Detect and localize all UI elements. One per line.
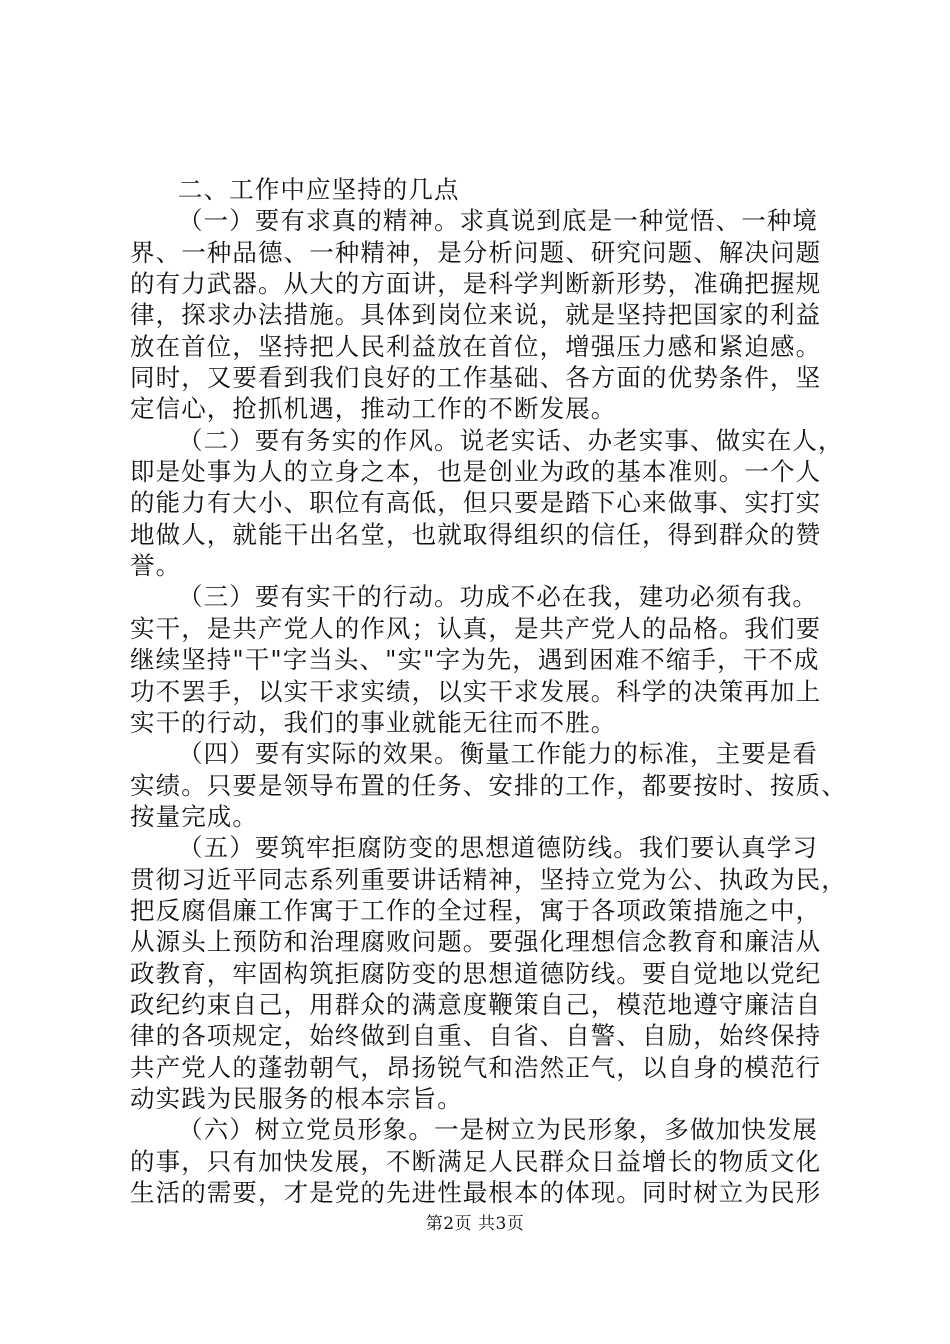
paragraph-line: （四）要有实际的效果。衡量工作能力的标准，主要是看 (178, 739, 818, 769)
paragraph-line: 贯彻习近平同志系列重要讲话精神，坚持立党为公、执政为民， (130, 864, 847, 894)
paragraph-line: 誉。 (130, 551, 182, 581)
paragraph-line: 政纪约束自己，用群众的满意度鞭策自己，模范地遵守廉洁自 (130, 989, 822, 1019)
paragraph-line: 把反腐倡廉工作寓于工作的全过程，寓于各项政策措施之中， (130, 895, 822, 925)
paragraph-line: （六）树立党员形象。一是树立为民形象，多做加快发展 (178, 1115, 818, 1145)
paragraph-line: 放在首位，坚持把人民利益放在首位，增强压力感和紧迫感。 (130, 331, 822, 361)
paragraph-line: 界、一种品德、一种精神，是分析问题、研究问题、解决问题 (130, 237, 822, 267)
paragraph (130, 1114, 830, 1208)
paragraph-line: 政教育，牢固构筑拒腐防变的思想道德防线。要自觉地以党纪 (130, 958, 822, 988)
paragraph-line: 动实践为民服务的根本宗旨。 (130, 1083, 463, 1113)
paragraph-line: 同时，又要看到我们良好的工作基础、各方面的优势条件，坚 (130, 363, 822, 393)
paragraph-line: 实干的行动，我们的事业就能无往而不胜。 (130, 707, 617, 737)
paragraph-line: 实绩。只要是领导布置的任务、安排的工作，都要按时、按质、 (130, 770, 847, 800)
paragraph-line: （三）要有实干的行动。功成不必在我，建功必须有我。 (178, 582, 818, 612)
paragraph-line: 生活的需要，才是党的先进性最根本的体现。同时树立为民形 (130, 1178, 822, 1207)
document-body (130, 174, 847, 1208)
paragraph-line: 律的各项规定，始终做到自重、自省、自警、自励，始终保持 (130, 1021, 822, 1051)
paragraph-line: 地做人，就能干出名堂，也就取得组织的信任，得到群众的赞 (130, 519, 822, 549)
paragraph-line: 共产党人的蓬勃朝气，昂扬锐气和浩然正气，以自身的模范行 (130, 1052, 822, 1082)
paragraph-line: 的有力武器。从大的方面讲，是科学判断新形势，准确把握规 (130, 269, 822, 299)
paragraph-line: 的能力有大小、职位有高低，但只要是踏下心来做事、实打实 (130, 488, 822, 518)
paragraph-line: 从源头上预防和治理腐败问题。要强化理想信念教育和廉洁从 (130, 927, 822, 957)
paragraph-line: 继续坚持"干"字当头、"实"字为先，遇到困难不缩手，干不成 (130, 645, 820, 675)
paragraph-line: （五）要筑牢拒腐防变的思想道德防线。我们要认真学习 (178, 833, 818, 863)
paragraph-line: 定信心，抢抓机遇，推动工作的不断发展。 (130, 394, 617, 424)
page-footer (0, 1213, 950, 1235)
paragraph-line: 按量完成。 (130, 801, 258, 831)
paragraph-line: 功不罢手，以实干求实绩，以实干求发展。科学的决策再加上 (130, 676, 822, 706)
paragraph (130, 581, 830, 738)
paragraph (130, 425, 844, 582)
paragraph (130, 738, 847, 832)
paragraph-line: 实干，是共产党人的作风；认真，是共产党人的品格。我们要 (130, 613, 822, 643)
paragraph-line: 律，探求办法措施。具体到岗位来说，就是坚持把国家的利益 (130, 300, 822, 330)
paragraph (130, 832, 847, 1114)
page-number-label: 第2页 共3页 (425, 1214, 525, 1234)
paragraph-line: （一）要有求真的精神。求真说到底是一种觉悟、一种境 (178, 206, 818, 236)
paragraph-line: 的事，只有加快发展，不断满足人民群众日益增长的物质文化 (130, 1146, 822, 1176)
paragraph-line: （二）要有务实的作风。说老实话、办老实事、做实在人， (178, 425, 844, 455)
paragraph (130, 205, 830, 424)
paragraph-line: 即是处事为人的立身之本，也是创业为政的基本准则。一个人 (130, 457, 822, 487)
section-heading: 二、工作中应坚持的几点 (178, 175, 460, 204)
